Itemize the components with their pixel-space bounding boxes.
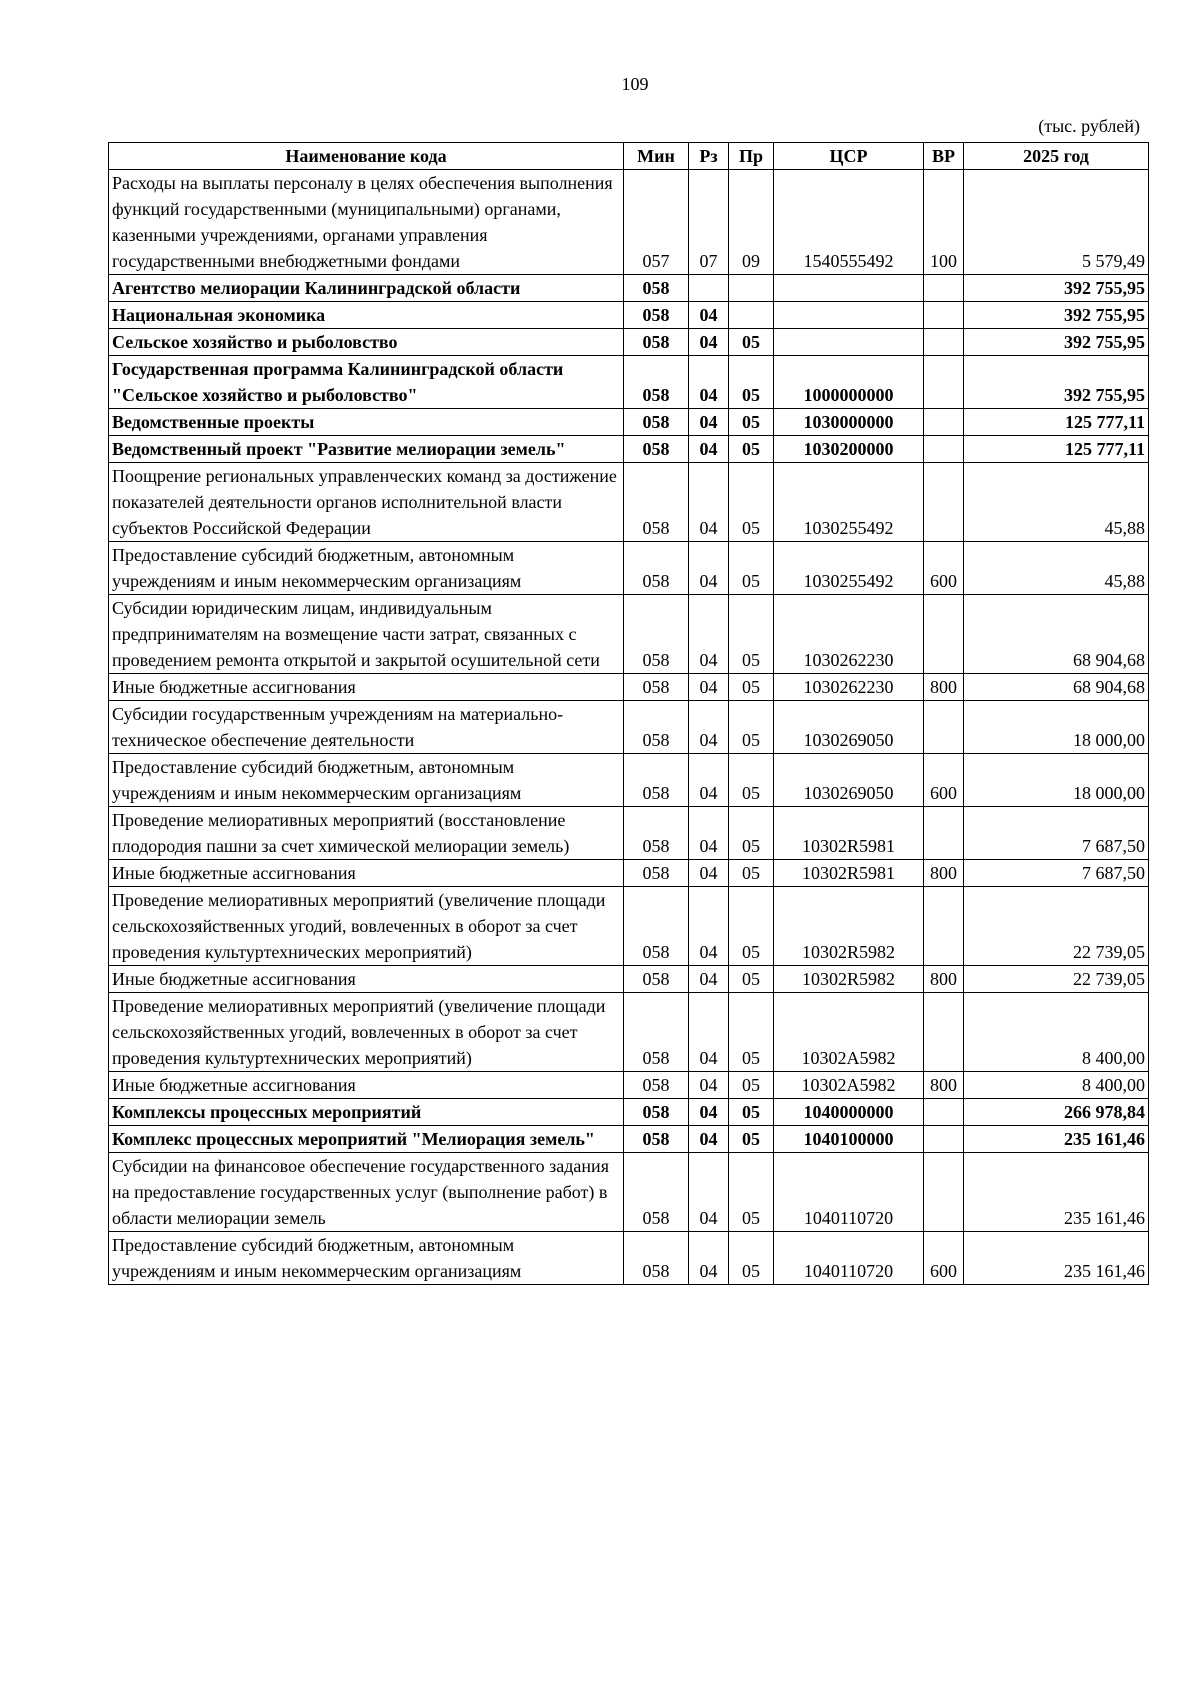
cell-csr: 10302A5982 <box>774 1072 924 1099</box>
cell-min: 058 <box>624 409 689 436</box>
table-row <box>109 993 1149 1072</box>
cell-min: 058 <box>624 1072 689 1099</box>
cell-csr: 1000000000 <box>774 356 924 409</box>
table-row <box>109 674 1149 701</box>
table-row <box>109 966 1149 993</box>
cell-name: Проведение мелиоративных мероприятий (увеличение площади сельскохозяйственных угодий, вовлеченных в оборот за счет проведения культуртехнических мероприятий) <box>109 887 624 966</box>
table-row <box>109 595 1149 674</box>
cell-name: Расходы на выплаты персоналу в целях обеспечения выполнения функций государственными (муниципальными) органами, казенными учреждениями, органами управления государственными внебюджетными фондами <box>109 170 624 275</box>
cell-rz: 04 <box>689 463 729 542</box>
table-row <box>109 701 1149 754</box>
cell-pr: 05 <box>729 409 774 436</box>
cell-amount: 235 161,46 <box>964 1232 1149 1285</box>
cell-pr: 05 <box>729 966 774 993</box>
cell-name: Иные бюджетные ассигнования <box>109 674 624 701</box>
cell-rz: 07 <box>689 170 729 275</box>
cell-vr <box>924 807 964 860</box>
cell-rz: 04 <box>689 542 729 595</box>
table-row <box>109 356 1149 409</box>
cell-pr: 05 <box>729 356 774 409</box>
cell-pr <box>729 302 774 329</box>
cell-min: 058 <box>624 436 689 463</box>
cell-vr <box>924 1126 964 1153</box>
header-min: Мин <box>624 143 689 170</box>
table-row <box>109 754 1149 807</box>
cell-csr: 1040110720 <box>774 1232 924 1285</box>
header-name: Наименование кода <box>109 143 624 170</box>
cell-min: 058 <box>624 860 689 887</box>
cell-name: Субсидии государственным учреждениям на материально-техническое обеспечение деятельности <box>109 701 624 754</box>
cell-vr <box>924 887 964 966</box>
cell-pr <box>729 275 774 302</box>
table-row <box>109 1099 1149 1126</box>
cell-csr: 1040100000 <box>774 1126 924 1153</box>
cell-rz: 04 <box>689 674 729 701</box>
cell-rz: 04 <box>689 1099 729 1126</box>
cell-amount: 8 400,00 <box>964 993 1149 1072</box>
cell-csr: 10302R5981 <box>774 860 924 887</box>
table-row <box>109 542 1149 595</box>
cell-rz: 04 <box>689 701 729 754</box>
cell-name: Иные бюджетные ассигнования <box>109 1072 624 1099</box>
cell-amount: 68 904,68 <box>964 595 1149 674</box>
cell-pr: 05 <box>729 674 774 701</box>
cell-csr: 1030255492 <box>774 463 924 542</box>
cell-amount: 7 687,50 <box>964 860 1149 887</box>
cell-min: 058 <box>624 1232 689 1285</box>
cell-amount: 22 739,05 <box>964 887 1149 966</box>
cell-min: 058 <box>624 701 689 754</box>
cell-amount: 5 579,49 <box>964 170 1149 275</box>
cell-amount: 68 904,68 <box>964 674 1149 701</box>
cell-rz: 04 <box>689 807 729 860</box>
cell-rz: 04 <box>689 356 729 409</box>
cell-csr: 10302R5982 <box>774 887 924 966</box>
cell-rz: 04 <box>689 409 729 436</box>
cell-csr: 1040000000 <box>774 1099 924 1126</box>
cell-vr <box>924 595 964 674</box>
table-row <box>109 887 1149 966</box>
cell-vr: 600 <box>924 542 964 595</box>
cell-rz: 04 <box>689 860 729 887</box>
cell-name: Поощрение региональных управленческих команд за достижение показателей деятельности органов исполнительной власти субъектов Российской Федерации <box>109 463 624 542</box>
cell-csr: 1030262230 <box>774 595 924 674</box>
cell-name: Иные бюджетные ассигнования <box>109 860 624 887</box>
cell-min: 058 <box>624 966 689 993</box>
table-row <box>109 409 1149 436</box>
table-body <box>109 170 1149 1285</box>
table-row <box>109 860 1149 887</box>
cell-min: 058 <box>624 1126 689 1153</box>
cell-min: 058 <box>624 542 689 595</box>
cell-amount: 235 161,46 <box>964 1126 1149 1153</box>
cell-csr: 1030269050 <box>774 754 924 807</box>
cell-pr: 05 <box>729 860 774 887</box>
cell-vr <box>924 463 964 542</box>
cell-amount: 392 755,95 <box>964 302 1149 329</box>
cell-pr: 05 <box>729 1099 774 1126</box>
cell-amount: 266 978,84 <box>964 1099 1149 1126</box>
cell-amount: 392 755,95 <box>964 356 1149 409</box>
cell-vr <box>924 436 964 463</box>
cell-csr <box>774 275 924 302</box>
cell-pr: 05 <box>729 1126 774 1153</box>
cell-vr: 800 <box>924 860 964 887</box>
cell-pr: 05 <box>729 754 774 807</box>
cell-name: Предоставление субсидий бюджетным, автономным учреждениям и иным некоммерческим организациям <box>109 1232 624 1285</box>
cell-vr <box>924 993 964 1072</box>
cell-min: 058 <box>624 1099 689 1126</box>
cell-rz: 04 <box>689 754 729 807</box>
cell-amount: 45,88 <box>964 542 1149 595</box>
cell-csr <box>774 329 924 356</box>
cell-amount: 18 000,00 <box>964 701 1149 754</box>
cell-pr: 05 <box>729 329 774 356</box>
cell-name: Предоставление субсидий бюджетным, автономным учреждениям и иным некоммерческим организациям <box>109 542 624 595</box>
cell-pr: 05 <box>729 887 774 966</box>
cell-name: Комплекс процессных мероприятий "Мелиорация земель" <box>109 1126 624 1153</box>
cell-pr: 05 <box>729 1072 774 1099</box>
cell-csr: 1030269050 <box>774 701 924 754</box>
cell-vr: 100 <box>924 170 964 275</box>
budget-table <box>108 142 1149 1285</box>
cell-csr: 10302R5982 <box>774 966 924 993</box>
page-number: 109 <box>621 74 649 94</box>
cell-name: Ведомственный проект "Развитие мелиорации земель" <box>109 436 624 463</box>
cell-pr: 05 <box>729 463 774 542</box>
cell-name: Комплексы процессных мероприятий <box>109 1099 624 1126</box>
table-row <box>109 275 1149 302</box>
cell-min: 058 <box>624 329 689 356</box>
cell-csr: 1540555492 <box>774 170 924 275</box>
cell-pr: 05 <box>729 436 774 463</box>
cell-min: 058 <box>624 887 689 966</box>
cell-amount: 125 777,11 <box>964 409 1149 436</box>
cell-pr: 05 <box>729 993 774 1072</box>
cell-rz: 04 <box>689 1232 729 1285</box>
cell-vr <box>924 701 964 754</box>
cell-vr <box>924 329 964 356</box>
cell-vr <box>924 302 964 329</box>
cell-vr <box>924 1153 964 1232</box>
cell-vr: 800 <box>924 1072 964 1099</box>
header-csr: ЦСР <box>774 143 924 170</box>
cell-rz: 04 <box>689 993 729 1072</box>
cell-min: 058 <box>624 356 689 409</box>
cell-amount: 392 755,95 <box>964 275 1149 302</box>
cell-rz: 04 <box>689 436 729 463</box>
cell-min: 058 <box>624 674 689 701</box>
cell-name: Субсидии на финансовое обеспечение государственного задания на предоставление государственных услуг (выполнение работ) в области мелиорации земель <box>109 1153 624 1232</box>
header-rz: Рз <box>689 143 729 170</box>
cell-pr: 05 <box>729 595 774 674</box>
cell-vr <box>924 1099 964 1126</box>
cell-rz: 04 <box>689 302 729 329</box>
cell-vr: 600 <box>924 1232 964 1285</box>
cell-csr: 10302A5982 <box>774 993 924 1072</box>
cell-min: 058 <box>624 595 689 674</box>
cell-name: Национальная экономика <box>109 302 624 329</box>
table-row <box>109 463 1149 542</box>
cell-vr <box>924 409 964 436</box>
table-row <box>109 1232 1149 1285</box>
cell-pr: 05 <box>729 1232 774 1285</box>
cell-rz: 04 <box>689 1072 729 1099</box>
cell-pr: 05 <box>729 542 774 595</box>
cell-csr: 1030000000 <box>774 409 924 436</box>
cell-name: Иные бюджетные ассигнования <box>109 966 624 993</box>
cell-amount: 45,88 <box>964 463 1149 542</box>
cell-csr: 1030200000 <box>774 436 924 463</box>
cell-name: Агентство мелиорации Калининградской области <box>109 275 624 302</box>
cell-name: Субсидии юридическим лицам, индивидуальным предпринимателям на возмещение части затрат, связанных с проведением ремонта открытой и закрытой осушительной сети <box>109 595 624 674</box>
header-vr: ВР <box>924 143 964 170</box>
cell-min: 058 <box>624 463 689 542</box>
cell-vr <box>924 356 964 409</box>
cell-min: 058 <box>624 275 689 302</box>
cell-name: Проведение мелиоративных мероприятий (восстановление плодородия пашни за счет химической мелиорации земель) <box>109 807 624 860</box>
cell-rz: 04 <box>689 595 729 674</box>
cell-min: 058 <box>624 807 689 860</box>
header-year: 2025 год <box>964 143 1149 170</box>
cell-rz <box>689 275 729 302</box>
cell-pr: 05 <box>729 701 774 754</box>
cell-amount: 22 739,05 <box>964 966 1149 993</box>
cell-csr: 10302R5981 <box>774 807 924 860</box>
cell-csr: 1030255492 <box>774 542 924 595</box>
cell-amount: 7 687,50 <box>964 807 1149 860</box>
cell-min: 058 <box>624 754 689 807</box>
table-row <box>109 302 1149 329</box>
cell-vr <box>924 275 964 302</box>
table-header-row <box>109 143 1149 170</box>
table-row <box>109 1126 1149 1153</box>
cell-csr: 1030262230 <box>774 674 924 701</box>
cell-name: Государственная программа Калининградской области "Сельское хозяйство и рыболовство" <box>109 356 624 409</box>
table-row <box>109 1072 1149 1099</box>
cell-rz: 04 <box>689 966 729 993</box>
cell-amount: 125 777,11 <box>964 436 1149 463</box>
cell-rz: 04 <box>689 329 729 356</box>
cell-pr: 05 <box>729 1153 774 1232</box>
units-label: (тыс. рублей) <box>1038 116 1140 136</box>
cell-min: 058 <box>624 993 689 1072</box>
cell-amount: 235 161,46 <box>964 1153 1149 1232</box>
cell-name: Предоставление субсидий бюджетным, автономным учреждениям и иным некоммерческим организациям <box>109 754 624 807</box>
cell-name: Сельское хозяйство и рыболовство <box>109 329 624 356</box>
table-row <box>109 436 1149 463</box>
cell-vr: 600 <box>924 754 964 807</box>
table-row <box>109 170 1149 275</box>
cell-csr: 1040110720 <box>774 1153 924 1232</box>
table-row <box>109 807 1149 860</box>
cell-rz: 04 <box>689 887 729 966</box>
cell-rz: 04 <box>689 1126 729 1153</box>
cell-vr: 800 <box>924 674 964 701</box>
cell-pr: 05 <box>729 807 774 860</box>
header-pr: Пр <box>729 143 774 170</box>
cell-min: 057 <box>624 170 689 275</box>
cell-amount: 392 755,95 <box>964 329 1149 356</box>
cell-rz: 04 <box>689 1153 729 1232</box>
table-row <box>109 1153 1149 1232</box>
cell-vr: 800 <box>924 966 964 993</box>
cell-min: 058 <box>624 302 689 329</box>
cell-amount: 18 000,00 <box>964 754 1149 807</box>
cell-name: Ведомственные проекты <box>109 409 624 436</box>
table-row <box>109 329 1149 356</box>
cell-csr <box>774 302 924 329</box>
cell-min: 058 <box>624 1153 689 1232</box>
cell-pr: 09 <box>729 170 774 275</box>
cell-amount: 8 400,00 <box>964 1072 1149 1099</box>
cell-name: Проведение мелиоративных мероприятий (увеличение площади сельскохозяйственных угодий, вовлеченных в оборот за счет проведения культуртехнических мероприятий) <box>109 993 624 1072</box>
